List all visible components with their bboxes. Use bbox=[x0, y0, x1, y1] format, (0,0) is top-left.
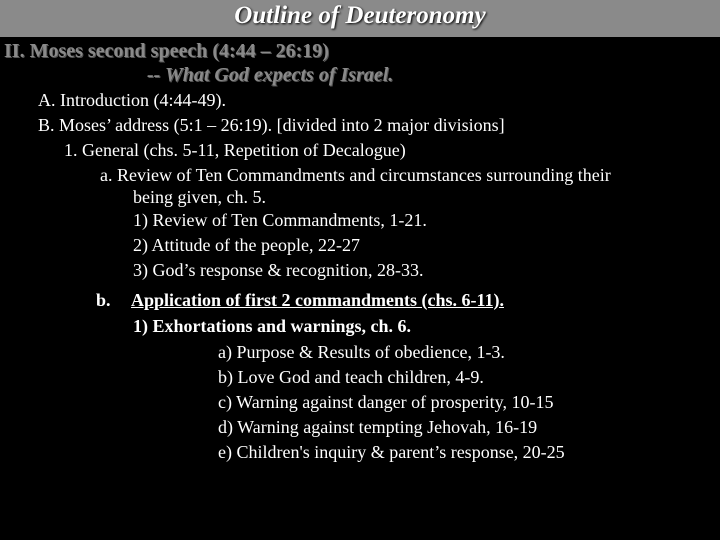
outline-subitem-2: 2) Attitude of the people, 22-27 bbox=[133, 235, 360, 255]
slide-title: Outline of Deuteronomy bbox=[234, 2, 486, 29]
outline-subitem-exhortations: 1) Exhortations and warnings, ch. 6. bbox=[133, 316, 412, 336]
outline-point-b: b) Love God and teach children, 4-9. bbox=[218, 367, 484, 387]
outline-point-d: d) Warning against tempting Jehovah, 16-19 bbox=[218, 417, 538, 437]
outline-item-a-review-cont: being given, ch. 5. bbox=[133, 187, 266, 207]
outline-item-a-review: a. Review of Ten Commandments and circumstances surrounding their bbox=[100, 165, 611, 185]
section-heading: II. Moses second speech (4:44 – 26:19) bbox=[4, 40, 329, 62]
title-bar bbox=[0, 0, 720, 37]
outline-point-c: c) Warning against danger of prosperity, 10-15 bbox=[218, 392, 554, 412]
outline-item-b-application bbox=[131, 290, 504, 311]
outline-item-b: B. Moses’ address (5:1 – 26:19). [divided into 2 major divisions] bbox=[38, 115, 505, 135]
outline-item-b-application-text: Application of first 2 commandments (chs. 6-11). bbox=[131, 290, 504, 310]
outline-item-1: 1. General (chs. 5-11, Repetition of Decalogue) bbox=[64, 140, 406, 160]
section-subheading: -- What God expects of Israel. bbox=[147, 64, 394, 86]
outline-subitem-3: 3) God’s response & recognition, 28-33. bbox=[133, 260, 424, 280]
outline-point-e: e) Children's inquiry & parent’s response, 20-25 bbox=[218, 442, 565, 462]
outline-item-a: A. Introduction (4:44-49). bbox=[38, 90, 226, 110]
outline-point-a: a) Purpose & Results of obedience, 1-3. bbox=[218, 342, 505, 362]
outline-item-b-marker: b. bbox=[96, 290, 111, 310]
outline-subitem-1: 1) Review of Ten Commandments, 1-21. bbox=[133, 210, 427, 230]
